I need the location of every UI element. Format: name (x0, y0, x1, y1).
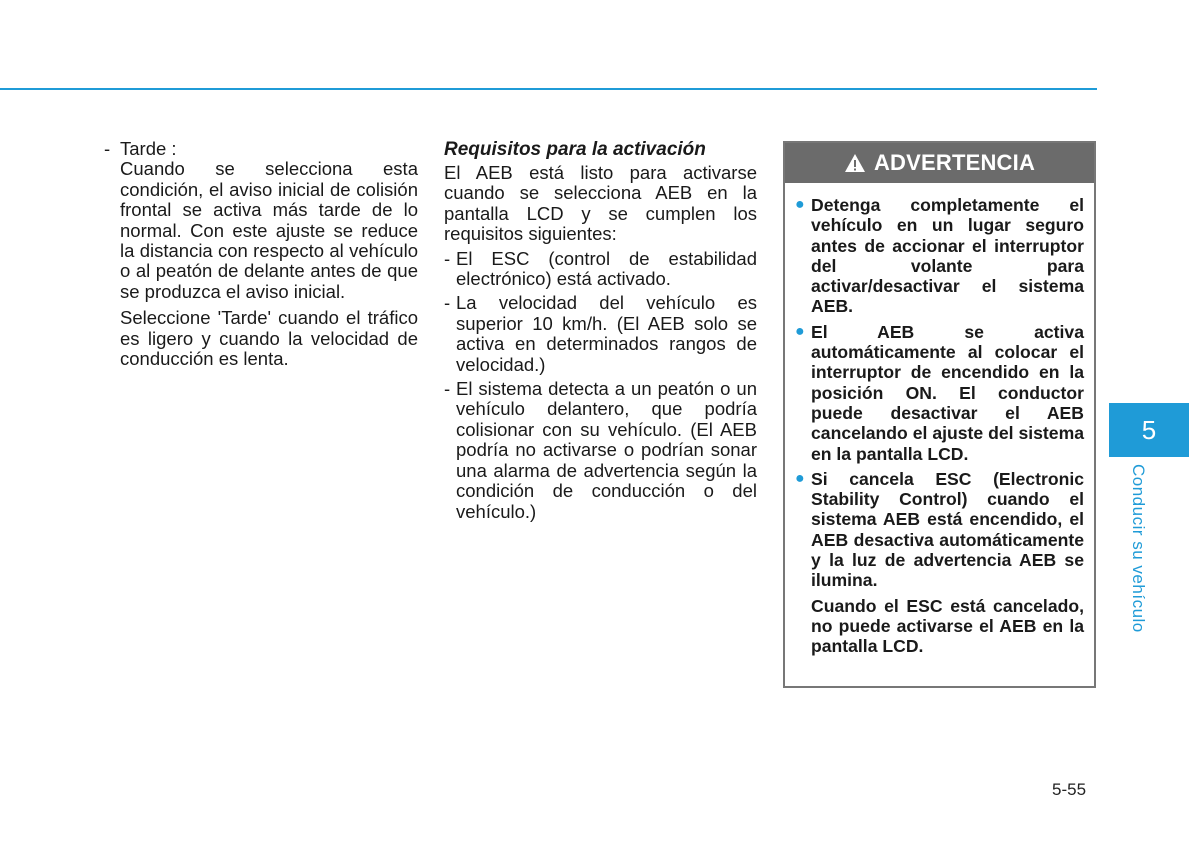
bullet-icon: ● (795, 469, 805, 487)
column-middle (444, 139, 757, 522)
warning-triangle-icon (844, 153, 866, 173)
section-heading: Requisitos para la activación (444, 139, 706, 160)
warning-follow-text: Cuando el ESC está cancelado, no puede activarse el AEB en la pantalla LCD. (811, 595, 1084, 657)
warning-item-text: Si cancela ESC (Electronic Stability Control) cuando el sistema AEB está encendido, el AEB desactiva automáticamente y la luz de advertencia AEB se ilumina. (811, 468, 1084, 591)
list-dash: - (104, 138, 111, 159)
warning-item-text: El AEB se activa automáticamente al colocar el interruptor de encendido en la posición ON. El conductor puede desactivar el AEB cancelando el ajuste del sistema en la pantalla LCD. (811, 321, 1084, 464)
chapter-title: Conducir su vehículo (1129, 464, 1148, 633)
warning-item (795, 322, 1084, 464)
chapter-number: 5 (1141, 414, 1157, 445)
list-item-text: La velocidad del vehículo es superior 10 km/h. (El AEB solo se activa en determinados rangos de velocidad.) (456, 292, 757, 375)
page-number: 5-55 (1052, 780, 1087, 799)
chapter-tab[interactable] (1109, 403, 1189, 457)
list-item-text: El ESC (control de estabilidad electrónico) está activado. (456, 247, 757, 290)
list-dash: - (444, 378, 451, 400)
warning-item-text: Detenga completamente el vehículo en un lugar seguro antes de accionar el interruptor del volante para activar/desactivar el sistema AEB. (811, 195, 1084, 317)
option-tarde (104, 139, 418, 159)
warning-item (795, 195, 1084, 317)
list-item-text: El sistema detecta a un peatón o un vehículo delantero, que podría colisionar con su vehículo. (El AEB podría no activarse o podrían sonar una alarma de advertencia según la condición de conducción o del vehículo.) (456, 378, 757, 522)
option-label: Tarde : (120, 138, 177, 159)
list-dash: - (444, 247, 451, 269)
warning-box (783, 141, 1096, 688)
header-rule (0, 88, 1097, 90)
paragraph: Cuando se selecciona esta condición, el aviso inicial de colisión frontal se activa más tarde de lo normal. Con este ajuste se reduce la distancia con respecto al vehículo o al peatón de delante antes de que se produzca el aviso inicial. (120, 158, 418, 302)
warning-item (795, 469, 1084, 591)
intro-paragraph: El AEB está listo para activarse cuando se selecciona AEB en la pantalla LCD y se cumplen los requisitos siguientes: (444, 162, 757, 245)
bullet-icon: ● (795, 322, 805, 340)
warning-body (785, 183, 1094, 657)
column-left (104, 139, 418, 369)
list-item (444, 293, 757, 375)
bullet-icon: ● (795, 196, 805, 213)
warning-header (785, 143, 1094, 183)
warning-title: ADVERTENCIA (873, 150, 1036, 175)
list-dash: - (444, 292, 451, 314)
paragraph: Seleccione 'Tarde' cuando el tráfico es ligero y cuando la velocidad de conducción es lenta. (120, 307, 418, 370)
list-item (444, 379, 757, 522)
list-item (444, 249, 757, 290)
